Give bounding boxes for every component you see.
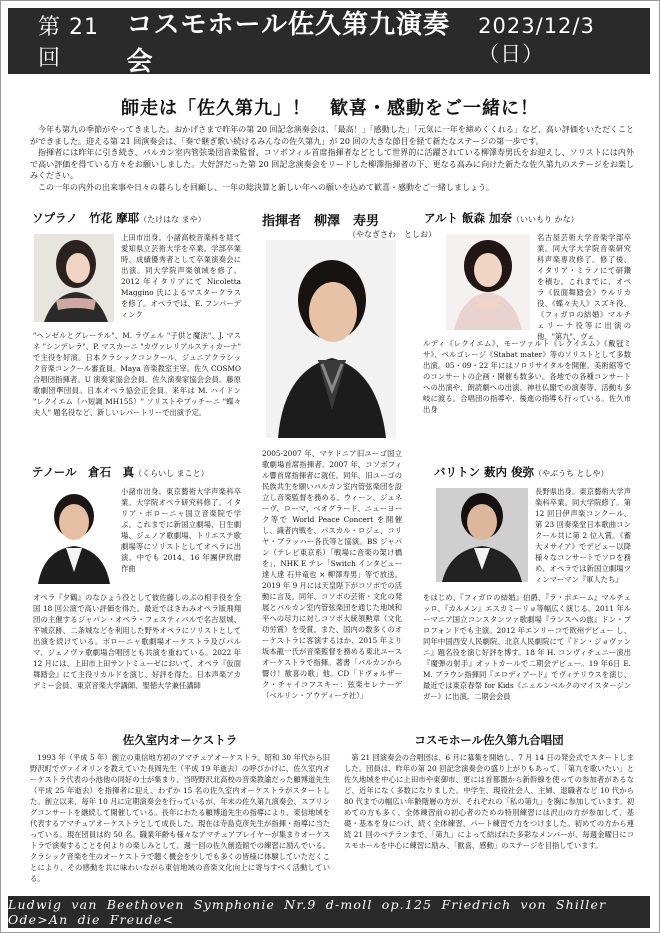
soprano-name: [32, 210, 206, 226]
baritone-bio: をはじめ、『フィガロの結婚』伯爵、『ラ・ボエーム』マルチェッロ、『カルメン』エスカミーリョ等幅広く演じる。2011 年ルーマニア国立コンスタンツァ歌劇場『ランスへの旅』ドン・プロフォンドでも主演。2012 年エンリーコで欧州デビュー し、同年中国西安人民劇院、北京人民劇院にて『ドン・ジョヴァンニ』題名役を演じ好評を博す。18 年 H. コンヴィチュニー演出『魔弾の射手』オットカールで二期会デビュー。19 年6日 E. M. ブラウン指揮同『エロディアード』でヴィテリウスを演じ、最近では東京春祭 for Kids《ニュルンベルクのマイスタージンガー》に出演。二期会会員: [423, 593, 631, 701]
soprano-name-text: ソプラノ 竹花 摩耶: [32, 211, 140, 225]
alto-name: [424, 210, 579, 226]
tenor-photo: [34, 488, 114, 584]
choir-title: コスモホール佐久第九合唱団: [414, 733, 564, 747]
conductor-bio: 2005-2007 年、マケドニア旧ユーゴ国立歌劇場首席指揮者。2007 年、コソボフィル響首席指揮者に就任。同年、旧ユーゴの民族共生を願いバルカン室内管弦楽団を設立し音楽監督を務める。ウィーン、ジュネーヴ、ローマ、ベオグラード、ニューヨーク等で World Peace Concert を開催し、識者内戦を、パスカル・ロジェ、コリヤ・ブラッハー各氏等と協演。BS ジャパン（テレビ東京系）「戦場に音楽の架け橋を」、NHK E テレ「Switch インタビュー達人達 石井竜也 × 柳澤寿男」等で放送。2019 年 9 月には天皇陛下がコソボでの活動に言及。同年、コソボの芸術・文化の発展とバルカン室内管弦楽団を通じた地域和平への尽力に対しコソボ大統領勲章（文化功労賞）を受賞。また、国内の数多くのオーケストラに客演するほか、2015 年より坂本龍一氏が音楽監督を務める東北ユースオーケストラで指揮。著書「バルカンから響け！歓喜の歌」他。CD「ドヴォルザーク・チャイコフスキー：弦楽セレナーデ（ベルリン・アウディーテ社）」: [262, 449, 402, 700]
tenor-bio-side: 小諸市出身。東京藝術大学声楽科卒業。大学院オペラ研究科修了。イタリア・ボローニャ国立音楽院で学ぶ。これまでに新国立劇場、日生劇場、ジュノア歌劇場、トリエステ歌劇場等にソリストとしてオペラに出演。中でも 2014、16 年團伊玖磨作曲: [121, 487, 241, 573]
intro-text: [30, 124, 634, 193]
conductor-name-text: 指揮者 柳澤 寿男: [262, 214, 380, 229]
baritone-reading: （やぶうち としや）: [534, 469, 609, 478]
intro-paragraph: 今年も第九の季節がやってきました。おかげさまで昨年の第 20 回記念演奏会は、「最高！」「感動した」「元気に一年を締めくくれる」など、高い評価をいただくことができました。迎える第 21 回演奏会は、「奏で継ぎ歌い続けるみんなの佐久第九」が 20 回の大きな節目を経て新たなステージの第一歩です。: [30, 125, 634, 146]
tenor-name-text: テノール 倉石 真: [32, 465, 135, 479]
alto-photo: [446, 234, 530, 330]
edition-label: 第 21 回: [38, 15, 99, 71]
orchestra-body: 1993 年（平成 5 年）創立の東信地方初のアマチュアオーケストラ。昭和 30 年代から旧野沢町でヴァイオリンを教えていた長岡先生（平成 19 年逝去）の呼びかけに、佐久室内オーケストラ代表の小池他の同好の士が集まり、当時野沢北高校の音楽教諭だった顧博道先生（平成 25 年逝去）を指揮者に迎え、わずか 15 名の佐久室内オーケストラがスタートした。創立以来、毎年 10 月に定期演奏会を行っているが、年末の佐久第九演奏会、スプリングコンサートを継続して開催している。長年にわたる顧博道先生の指導により、東信地域を代表するアマチュアオーケストラとして成長した。現在は寺島克彦先生が指揮・指導に当たっている。現在団員は約 50 名。職業年齢も様々なアマチュアプレイヤーが集まりオーケストラで演奏することを何よりの楽しみとして、週一回の佐久創造館での練習に励んでいる。クラシック音楽を生のオーケストラで聴く機会を少しでも多くの皆様に体験していただくことにより、その感動を共に味わいながら東信地域の音楽文化向上に寄与すべく活動している。: [30, 753, 330, 883]
concert-date: 2023/12/3（日）: [478, 14, 595, 66]
soprano-photo: [34, 234, 114, 322]
title-banner: [8, 8, 650, 77]
intro-paragraph: 指揮者には昨年に引き続き、パルカン室内管弦楽団音楽監督、コソボフィル首席指揮者などとして世界的に活躍されている柳澤寿男氏をお迎えし、ソリストには内外で高い評価を得ている方々をお願いしました。大好評だった第 20 回記念演奏会をリードした柳澤指揮者の下、更なる高みに向けた新たな佐久第九のステージをお楽しみください。: [30, 148, 634, 180]
concert-title: コスモホール佐久第九演奏会: [126, 10, 450, 77]
headline: 師走は「佐久第九」！ 歓喜・感動をご一緒に！: [121, 98, 539, 119]
tenor-bio: オペラ『夕鶴』のなひょう役として彼佐藤しのぶの相手役を全国 18 回公演で高い評価を得た。最近ではきわみオペラ版飛翔団の主催するジャパン・オペラ・フェスティバルで名古屋城、平城京跡、二条城などを利用した野外オペラにソリストとして出演を続けている。ボローニャ歌劇場オーケストラ及びパルマ、ジェノヴァ歌劇場合唱団とも共演を重ねている。2022 年 12 月には、上田市上田サントミューゼにおいて、オペラ『仮面舞踏会』にて主役リカルドを演じ、好評を得た。日本声楽アカデミー会員、東京音楽大学講師、聖徳大学兼任講師: [33, 593, 241, 690]
orchestra-title: 佐久室内オーケストラ: [122, 733, 238, 747]
conductor-reading: （やなぎさわ としお）: [348, 230, 436, 239]
footer-text: Ludwig van Beethoven Symphonie Nr.9 d-moll op.125 Friedrich von Shiller Ode>An die Freude<: [8, 897, 607, 927]
alto-bio: ルディ《レクイエム》、モーツァルト《レクイエム》《戴冠ミサ》、ペルゴレージ《Stabat mater》等のソリストとして多数出演。05・09・22 年にはソロリサイタルを開催。美術館等でのコンサートの企画・開催も数多い。各地での各種コンサートへの出演や、朗読劇への出演、神社仏閣での演奏等、活動も多岐に渡る。合唱団の指導や、後進の指導も行っている。佐久市出身: [423, 339, 631, 414]
tenor-reading: （くらいし まこと）: [134, 469, 209, 478]
soprano-reading: （たけはな まや）: [139, 215, 206, 224]
alto-bio-side: 名古屋芸術大学音楽学部卒業。同大学大学院音楽研究科声楽専攻修了。修了後、イタリア・ミラノにて研鑽を積む。これまでに、オペラ《仮面舞踏会》ウルリカ役、《蝶々夫人》スズキ役、《フィガロの結婚》マルチェリーナ役等に出演の他、"第九"、ヴェ: [537, 233, 631, 341]
choir-body: 第 21 回演奏会の合唱団は、6 月に募集を開始し、7 月 14 日の発会式でスタートしました。団員は、昨年の第 20 回記念演奏会の盛り上がりもあって、「第九を歌いたい」と佐久地域を中心に上田市や東御市、更には首都圏から新幹線を使っての参加者があるなど、近年になく多数になりました。中学生、現役社会人、主婦、退職者など 10 代から 80 代までの幅広い年齢階層の方が、それぞれの「私の第九」を胸に参加しています。初めての方も多く、全体練習前の初心者のための特別練習には沢山の方が参加して、基礎・基本を身につけ、続く全体練習、パート練習で力をつけました。初めての方から連続 21 回のベテランまで、「第九」によって結ばれた多彩なメンバーが、毎週金曜日にコスモホールを中心に練習に励み、「歓喜、感動」のステージを目指しています。: [344, 753, 634, 850]
baritone-photo: [436, 488, 528, 582]
footer-banner: [8, 896, 650, 928]
alto-reading: （いいもり かな）: [512, 215, 579, 224]
intro-paragraph: この一年の内外の出来事や日々の暮らしを回顧し、一年の総決算と新しい年への願いを込めて歓喜・感動をご一緒しましょう。: [38, 182, 494, 192]
baritone-name: [434, 464, 609, 480]
alto-name-text: アルト 飯森 加奈: [424, 211, 513, 225]
conductor-photo: [266, 240, 396, 438]
soprano-bio-side: 上田市出身。小諸高校音楽科を経て愛知県立芸術大学を卒業。学部卒業時、成績優秀者として卒業演奏会に出演。同大学院声楽領域を修了。2012 年イタリアにて Nicoletta Maggino 氏によるマスタークラスを修了。オペラでは、E. フンパーディンク: [121, 233, 241, 319]
tenor-name: [32, 464, 209, 480]
soprano-bio: "ヘンゼルとグレーテル"、M. ラヴェル "子供と魔法"、J. マスネ "シンデレラ"、P. マスカーニ "カヴァレリアルスティカーナ" で主役を好演。日本クラシックコンクール、ジュニアクラシック音楽コンクール審査員。Maya 音楽教室主宰。佐久 COSMO 合唱団指揮者。U 演奏家協会会員。佐久演奏家協会会員。藤原歌劇団準団員。日本オペラ協会正会員。来年は M. ハイドン "レクイエム（ハ短調 MH155）" ソリストやプッチーニ "蝶々夫人" 題名役など、新しいレパートリーで出演予定。: [33, 331, 241, 417]
conductor-reading-wrap: [348, 226, 436, 240]
baritone-bio-side: 長野県出身。東京藝術大学声楽科卒業。同大学院修了。第 12 回日伊声楽コンクール、第 23 回奏楽堂日本歌曲コンクール共に第 2 位入賞。《蓄大メサイア》でデビュー以降様々なコンサートでソロを務め、オペラでは新国立劇場ツィンマーマン『軍人たち』: [535, 487, 631, 584]
baritone-name-text: バリトン 薮内 俊弥: [434, 465, 535, 479]
